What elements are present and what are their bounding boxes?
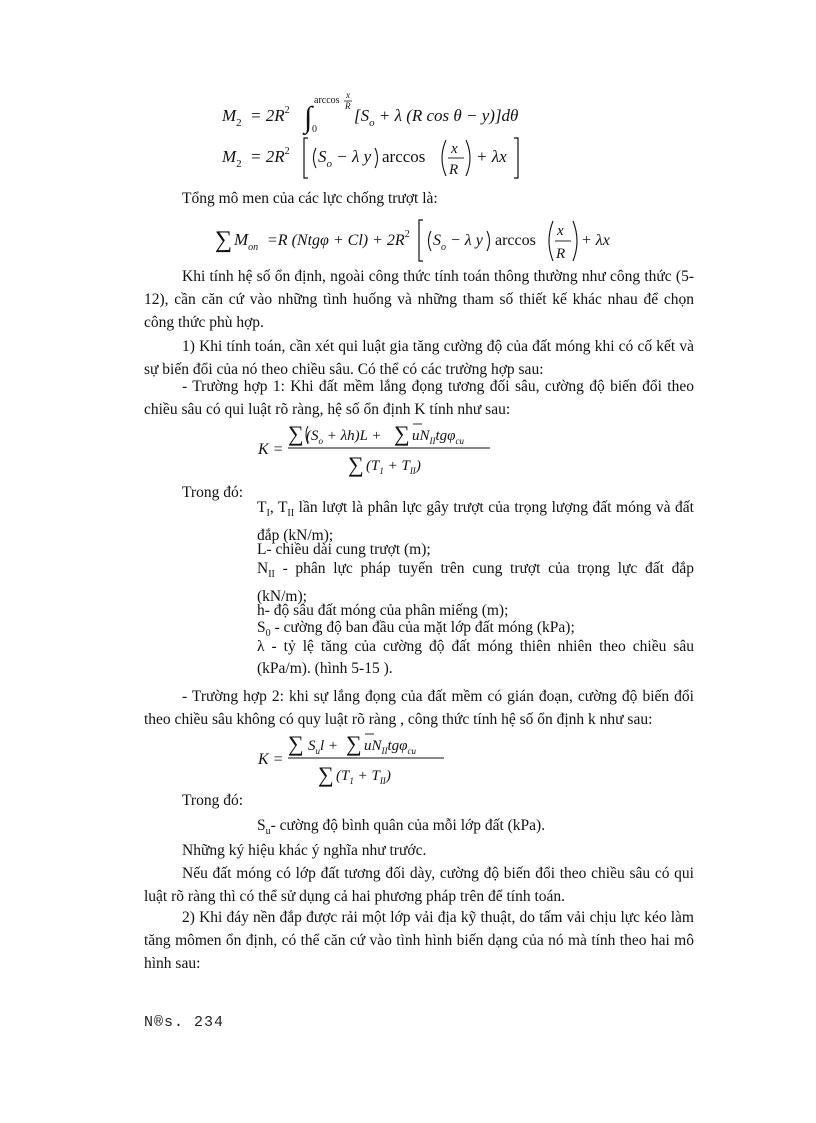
paragraph-khi-tinh: Khi tính hệ số ổn định, ngoài công thức tính toán thông thường như công thức (5-12), cần căn cứ vào những tình huống và những tham số thiết kế khác nhau để chọn công thức phù hợp. bbox=[144, 268, 694, 331]
equation-k-case1 bbox=[258, 418, 498, 485]
paragraph-tong-momen: Tổng mô men của các lực chống trượt là: bbox=[182, 190, 438, 207]
paragraph-case2: - Trường hợp 2: khi sự lắng đọng của đất mềm có gián đoạn, cường độ biến đổi theo chiều sâu không có quy luật rõ ràng , công thức tính hệ số ổn định k như sau: bbox=[144, 688, 694, 728]
svg-text:+ λx: + λx bbox=[476, 147, 507, 166]
svg-text:+ λx: + λx bbox=[581, 232, 610, 249]
svg-text:K =: K = bbox=[258, 441, 284, 458]
svg-text:= 2R2: = $2R^2$ bbox=[250, 105, 290, 125]
paragraph-case1: - Trường hợp 1: Khi đất mềm lắng đọng tương đối sâu, cường độ biến đổi theo chiều sâu có qui luật rõ ràng, hệ số ổn định K tính như sau: bbox=[144, 378, 694, 418]
svg-text:arccos: arccos bbox=[382, 147, 426, 166]
paragraph-1: 1) Khi tính toán, cần xét qui luật gia tăng cường độ của đất móng khi có cố kết và sự biến đổi của nó theo chiều sâu. Có thể có các trường hợp sau: bbox=[144, 338, 694, 378]
svg-text:arccos: arccos bbox=[495, 232, 536, 249]
equation-m2-closed bbox=[222, 134, 522, 187]
svg-text:So − λ y: $S_o - \lambda$ y bbox=[433, 232, 483, 253]
svg-text:R: R bbox=[449, 162, 459, 178]
svg-text:M2: $M_2$ bbox=[222, 147, 242, 170]
def-l: L- chiều dài cung trượt (m); bbox=[257, 541, 431, 558]
paragraph-nhung: Những ký hiệu khác ý nghĩa như trước. bbox=[182, 842, 427, 859]
svg-text:M2: $M_2$ bbox=[222, 106, 242, 129]
svg-text:∫: ∫ bbox=[304, 101, 313, 134]
svg-text:So − λ y: $S_o - \lambda$ y bbox=[318, 147, 372, 170]
def-t: $T_I$, $T_{II}$ lần lượt là phân lực gây trượt của trọng lượng đất móng và đất đắp (kN/m); bbox=[257, 499, 694, 545]
paragraph-2: 2) Khi đáy nền đắp được rải một lớp vải địa kỹ thuật, do tấm vải chịu lực kéo làm tăng mômen ổn định, có thể căn cứ vào tình hình biến dạng của nó mà tính theo hai mô hình sau: bbox=[144, 909, 694, 972]
svg-text:Mon: $M_{on}$ bbox=[234, 230, 259, 253]
trong-do-2: Trong đó: bbox=[182, 792, 244, 809]
svg-text:uNIItgφcu: $uN_{II}tg\varphi_{cu}$ bbox=[412, 428, 464, 446]
paragraph-neu: Nếu đất móng có lớp đất tương đối dày, cường độ biến đổi theo chiều sâu có qui luật rõ ràng thì có thể sử dụng cả hai phương pháp trên để tính toán. bbox=[144, 865, 694, 905]
svg-text:K =: K = bbox=[258, 751, 284, 768]
svg-text:∑: ∑ bbox=[394, 421, 410, 446]
def-s0: $S_0$ - cường độ ban đầu của mặt lớp đất móng (kPa); bbox=[257, 619, 575, 640]
svg-text:(T1 + TII): $(T_1 + T_{II})$ bbox=[366, 458, 421, 476]
svg-text:∑: ∑ bbox=[215, 227, 233, 253]
svg-text:=R (Ntgφ + Cl) + 2R2: =R $(Ntg\varphi + Cl) + 2R^2$ bbox=[267, 229, 410, 249]
svg-text:∑: ∑ bbox=[288, 731, 304, 756]
def-su: $S_u-$ cường độ bình quân của mỗi lớp đất (kPa). bbox=[257, 817, 546, 838]
svg-text:uNIItgφcu: $uN_{II}tg\varphi_{cu}$ bbox=[364, 738, 416, 756]
svg-text:(T1 + TII): $(T_1 + T_{II})$ bbox=[336, 768, 391, 786]
svg-text:[So + λ (R cos θ − y)]dθ: [$S_o + \lambda$ (R cos θ − y)]dθ bbox=[354, 106, 519, 129]
equation-sum-mon bbox=[215, 215, 615, 270]
svg-text:x: x bbox=[451, 141, 458, 157]
svg-text:x: x bbox=[346, 90, 350, 100]
svg-text:R: R bbox=[556, 246, 566, 262]
page-footer: N®s. 234 bbox=[144, 1014, 225, 1031]
svg-text:∑: ∑ bbox=[288, 421, 304, 446]
def-lambda: λ - tỷ lệ tăng của cường độ đất móng thiên nhiên theo chiều sâu (kPa/m). (hình 5-15 ). bbox=[257, 638, 694, 677]
def-h: h- độ sâu đất móng của phân miếng (m); bbox=[257, 602, 509, 619]
svg-text:R: R bbox=[345, 101, 351, 111]
svg-text:arccos: arccos bbox=[314, 95, 340, 106]
trong-do-1: Trong đó: bbox=[182, 484, 244, 501]
svg-text:Sul +: $S_ul$ + bbox=[308, 738, 339, 756]
svg-text:∑: ∑ bbox=[348, 452, 364, 477]
def-n: $N_{II}$ - phân lực pháp tuyến trên cung trượt của trọng lực đất đắp (kN/m); bbox=[257, 560, 694, 606]
svg-text:x: x bbox=[557, 223, 564, 239]
svg-text:0: 0 bbox=[312, 124, 317, 135]
svg-text:∑: ∑ bbox=[318, 762, 334, 787]
equation-k-case2 bbox=[258, 728, 458, 795]
svg-text:(So + λh)L +: $(S_o + \lambda h)L$ + bbox=[306, 428, 382, 446]
svg-text:= 2R2: = $2R^2$ bbox=[250, 146, 290, 166]
svg-text:∑: ∑ bbox=[346, 731, 362, 756]
